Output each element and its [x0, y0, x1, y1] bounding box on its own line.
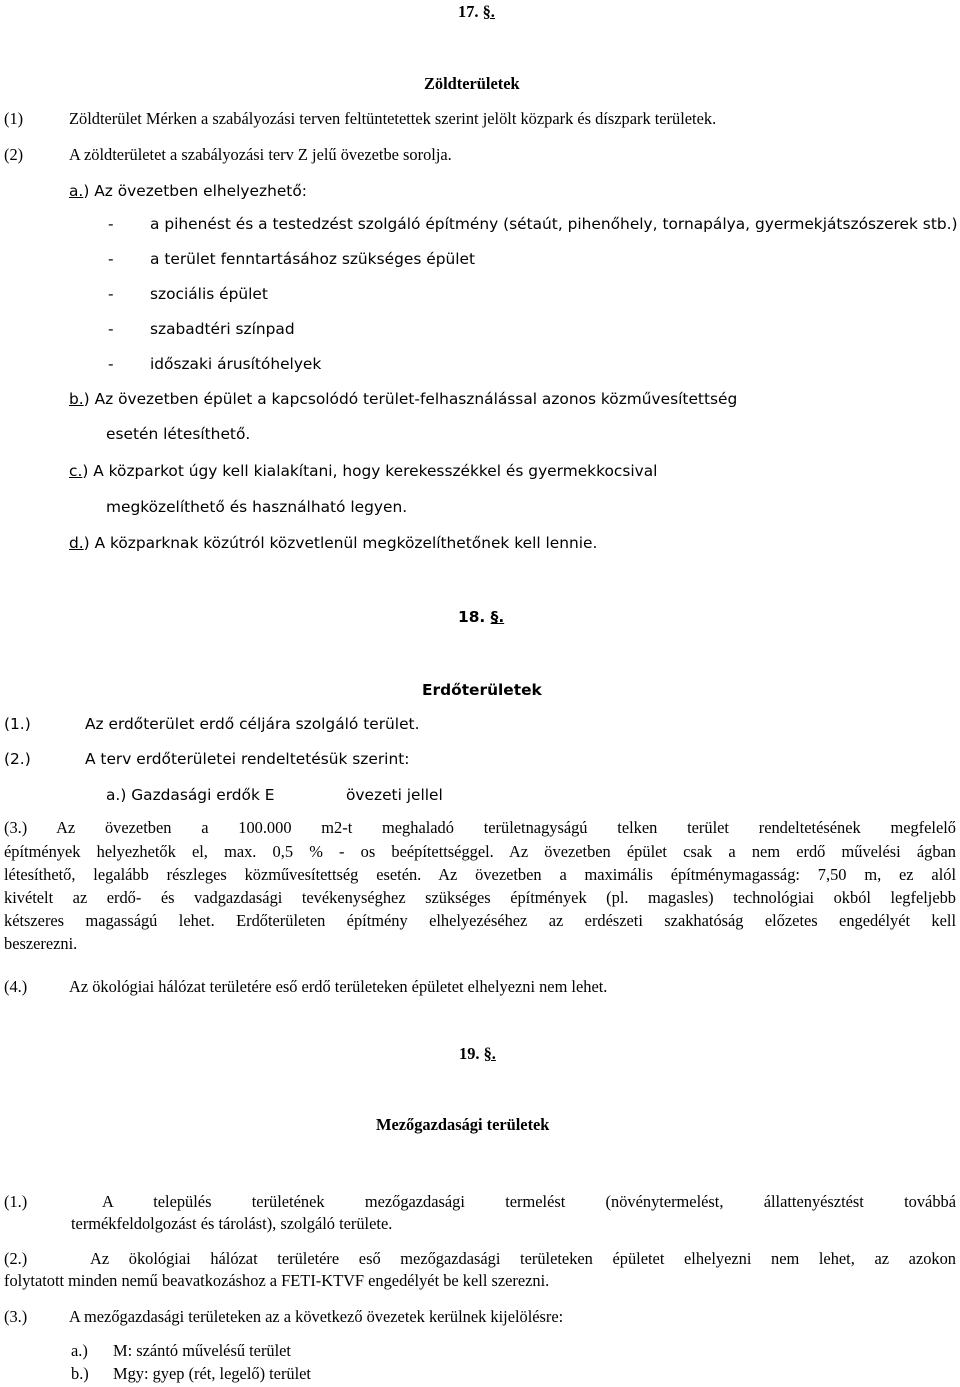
s17-item-a — [69, 181, 307, 201]
section-17-heading — [458, 2, 495, 22]
s19-para-2-line: Az ökológiai hálózat területére eső mezőgazdasági területeken épületet elhelyezni nem lehet, az azokon — [90, 1249, 956, 1268]
section-17-title: Zöldterületek — [424, 74, 520, 93]
s19-para-3-text: A mezőgazdasági területeken az a következő övezetek kerülnek kijelölésre: — [69, 1307, 564, 1326]
s18-para-3-line: (3.) Az övezetben a 100.000 m2-t meghaladó területnagyságú telken terület rendeltetésének megfelelő — [4, 818, 956, 837]
s18-para-3-line: kétszeres magasságú lehet. Erdőterületen építmény elhelyezéséhez az erdészeti szakhatóság előzetes engedélyét kell — [4, 911, 956, 930]
s17-para-1-text: Zöldterület Mérken a szabályozási terven feltüntetettek szerint jelölt közpark és díszpark területek. — [69, 109, 717, 128]
s18-para-1-text: Az erdőterület erdő céljára szolgáló terület. — [85, 715, 420, 733]
s18-para-3-line: létesíthető, legalább részleges közművesítettség esetén. Az övezetben a maximális építménymagasság: 7,50 m, ez alól — [4, 865, 956, 884]
section-number: 17. — [458, 2, 479, 21]
s18-para-2-number: (2.) — [4, 750, 31, 768]
s17-item-d — [69, 533, 597, 553]
dash: - — [108, 320, 114, 338]
s19-item-mark: a.) — [71, 1341, 88, 1360]
section-19-title: Mezőgazdasági területek — [376, 1115, 550, 1134]
list-item: időszaki árusítóhelyek — [150, 355, 322, 373]
s18-para-2-text: A terv erdőterületei rendeltetésük szerint: — [85, 750, 410, 768]
item-a-text: ) Az övezetben elhelyezhető: — [83, 182, 307, 200]
s18-para-3-line: kivételt az erdő- és vadgazdasági tevékenységhez szükséges építmények (pl. magasles) technológiai okból legfeljebb — [4, 888, 956, 907]
section-number: 18. — [458, 608, 486, 626]
s17-para-1-number: (1) — [4, 109, 24, 128]
s19-para-3-number: (3.) — [4, 1307, 28, 1326]
item-b-text: ) Az övezetben épület a kapcsolódó terület-felhasználással azonos közművesítettség — [83, 390, 738, 408]
list-item: szabadtéri színpad — [150, 320, 295, 338]
list-item: a pihenést és a testedzést szolgáló építmény (sétaút, pihenőhely, tornapálya, gyermekjátszószerek stb.) — [150, 215, 958, 233]
s17-item-b-continuation: esetén létesíthető. — [106, 425, 251, 443]
section-19-heading — [459, 1044, 496, 1064]
item-b-mark: b. — [69, 390, 84, 408]
s18-para-4-number: (4.) — [4, 977, 28, 996]
s19-para-2-line: folytatott minden nemű beavatkozáshoz a FETI-KTVF engedélyét be kell szerezni. — [4, 1271, 550, 1290]
s17-item-b — [69, 389, 737, 409]
dash: - — [108, 250, 114, 268]
s19-para-1-line: termékfeldolgozást és tárolást), szolgáló területe. — [71, 1214, 393, 1233]
s18-item-a: a.) Gazdasági erdők E — [106, 786, 275, 804]
s19-item-text: Mgy: gyep (rét, legelő) terület — [113, 1364, 311, 1383]
s19-item-text: M: szántó művelésű terület — [113, 1341, 291, 1360]
s19-para-2-number: (2.) — [4, 1249, 28, 1268]
dash: - — [108, 285, 114, 303]
list-item: a terület fenntartásához szükséges épület — [150, 250, 475, 268]
dash: - — [108, 355, 114, 373]
s18-item-a-tail: övezeti jellel — [346, 786, 443, 804]
item-d-text: ) A közparknak közútról közvetlenül megközelíthetőnek kell lennie. — [83, 534, 598, 552]
s18-para-3-line: építmények helyezhetők el, max. 0,5 % - os beépítettséggel. Az övezetben épület csak a nem erdő művelési ágban — [4, 842, 956, 861]
s18-para-4-text: Az ökológiai hálózat területére eső erdő területeken épületet elhelyezni nem lehet. — [69, 977, 608, 996]
list-item: szociális épület — [150, 285, 268, 303]
item-a-mark: a. — [69, 182, 84, 200]
s17-para-2-number: (2) — [4, 145, 24, 164]
section-18-heading — [458, 607, 504, 627]
item-d-mark: d. — [69, 534, 84, 552]
s19-item-mark: b.) — [71, 1364, 89, 1383]
s17-item-c-continuation: megközelíthető és használható legyen. — [106, 498, 408, 516]
section-number: 19. — [459, 1044, 480, 1063]
section-mark: §. — [483, 1044, 496, 1063]
s17-para-2-text: A zöldterületet a szabályozási terv Z jelű övezetbe sorolja. — [69, 145, 452, 164]
s18-para-3-line: beszerezni. — [4, 934, 78, 953]
s17-item-c — [69, 461, 657, 481]
s19-para-1-number: (1.) — [4, 1192, 28, 1211]
s19-para-1-line: A település területének mezőgazdasági termelést (növénytermelést, állattenyésztést továbbá — [102, 1192, 956, 1211]
section-mark: §. — [490, 608, 505, 626]
s18-para-1-number: (1.) — [4, 715, 31, 733]
item-c-text: ) A közparkot úgy kell kialakítani, hogy kerekesszékkel és gyermekkocsival — [82, 462, 658, 480]
item-c-mark: c. — [69, 462, 83, 480]
section-mark: §. — [482, 2, 495, 21]
section-18-title: Erdőterületek — [422, 681, 542, 699]
dash: - — [108, 215, 114, 233]
